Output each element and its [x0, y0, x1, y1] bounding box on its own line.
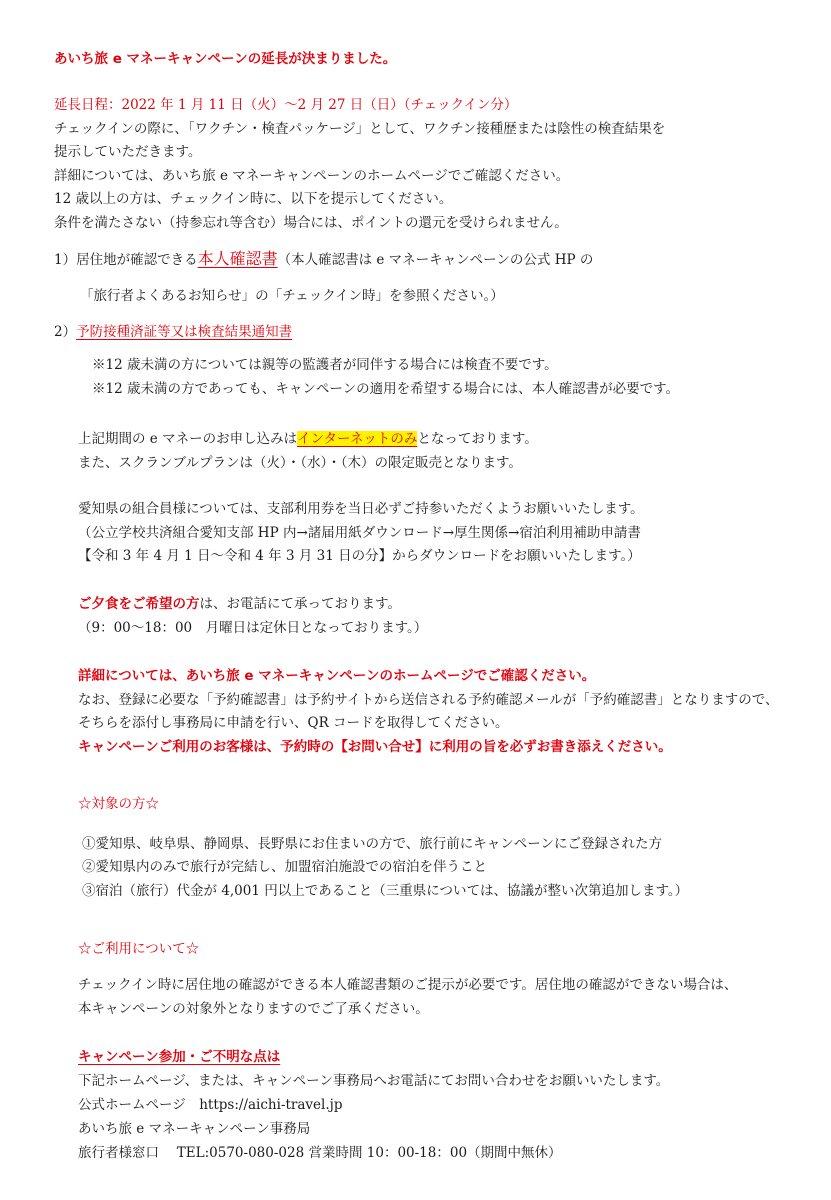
target-item: ②愛知県内のみで旅行が完結し、加盟宿泊施設での宿泊を伴うこと [82, 859, 487, 875]
requirement-2-prefix: 2） [54, 324, 77, 340]
requirement-2 [54, 323, 292, 341]
scramble-plan-line: また、スクランブルプランは（火）・（水）・（木）の限定販売となります。 [78, 455, 522, 471]
usage-heading: ☆ご利用について☆ [78, 941, 200, 957]
requirement-1-prefix: 1）居住地が確認できる [54, 252, 198, 268]
usage-line: 本キャンペーンの対象外となりますのでご了承ください。 [78, 1001, 429, 1017]
dinner-line [78, 595, 401, 613]
union-line: 【令和 3 年 4 月 1 日〜令和 4 年 3 月 31 日の分】からダウンロードをお願いいたします。） [78, 548, 641, 564]
target-heading: ☆対象の方☆ [78, 796, 159, 812]
contact-phone: 旅行者様窓口 TEL:0570-080-028 営業時間 10：00‐18：00（期間中無休） [78, 1145, 562, 1161]
dinner-hours: （9：00〜18：00 月曜日は定休日となっております。） [78, 620, 428, 636]
requirement-1-suffix: （本人確認書は e マネーキャンペーンの公式 HP の [277, 252, 594, 268]
identity-document-label: 本人確認書 [197, 249, 278, 268]
contact-office: あいち旅 e マネーキャンペーン事務局 [78, 1121, 311, 1137]
requirement-2-note: ※12 歳未満の方については親等の監護者が同伴する場合には検査不要です。 [92, 357, 558, 373]
requirement-1 [54, 250, 593, 269]
requirement-1-detail: 「旅行者よくあるお知らせ」の「チェックイン時」を参照ください。） [80, 288, 504, 304]
intro-line: チェックインの際に、「ワクチン・検査パッケージ」として、ワクチン接種歴または陰性の検査結果を [54, 121, 666, 137]
details-line: なお、登録に必要な「予約確認書」は予約サイトから送信される予約確認メールが「予約確認書」となりますので、 [78, 692, 779, 708]
extension-period: 延長日程：2022 年 1 月 11 日（火）〜2 月 27 日（日）（チェックイン分） [54, 97, 518, 113]
usage-line: チェックイン時に居住地の確認ができる本人確認書類のご提示が必要です。居住地の確認ができない場合は、 [78, 977, 738, 993]
intro-line: 12 歳以上の方は、チェックイン時に、以下を提示してください。 [54, 191, 453, 207]
contact-heading: キャンペーン参加・ご不明な点は [78, 1049, 281, 1065]
union-line: 愛知県の組合員様については、支部利用券を当日必ずご持参いただくようお願いいたします。 [78, 501, 644, 517]
internet-prefix: 上記期間の e マネーのお申し込みは [78, 431, 298, 447]
dinner-suffix: は、お電話にて承っております。 [199, 596, 401, 612]
intro-line: 条件を満たさない（持参忘れ等含む）場合には、ポイントの還元を受けられません。 [54, 215, 568, 231]
details-headline: 詳細については、あいち旅 e マネーキャンペーンのホームページでご確認ください。 [78, 668, 596, 684]
requirement-2-note: ※12 歳未満の方であっても、キャンペーンの適用を希望する場合には、本人確認書が必要です。 [92, 381, 679, 397]
internet-suffix: となっております。 [417, 431, 538, 447]
target-item: ①愛知県、岐阜県、静岡県、長野県にお住まいの方で、旅行前にキャンペーンにご登録された方 [82, 836, 662, 852]
doc-title: あいち旅 e マネーキャンペーンの延長が決まりました。 [54, 51, 397, 67]
internet-only-highlight: インターネットのみ [297, 431, 418, 447]
contact-website: 公式ホームページ https://aichi-travel.jp [78, 1097, 343, 1113]
intro-line: 提示していただきます。 [54, 144, 202, 160]
target-item: ③宿泊（旅行）代金が 4,001 円以上であること（三重県については、協議が整い次第追加します。） [82, 883, 689, 899]
dinner-highlight: ご夕食をご希望の方 [78, 596, 200, 612]
details-line: そちらを添付し事務局に申請を行い、QR コードを取得してください。 [78, 715, 509, 731]
union-line: （公立学校共済組合愛知支部 HP 内→諸届用紙ダウンロード→厚生関係→宿泊利用補助申請書 [78, 525, 641, 541]
vaccination-certificate-label: 予防接種済証等又は検査結果通知書 [76, 324, 293, 340]
intro-line: 詳細については、あいち旅 e マネーキャンペーンのホームページでご確認ください。 [54, 168, 570, 184]
contact-line: 下記ホームページ、または、キャンペーン事務局へお電話にてお問い合わせをお願いいたします。 [78, 1073, 670, 1089]
internet-only-line [78, 430, 538, 448]
details-warning: キャンペーンご利用のお客様は、予約時の【お問い合せ】に利用の旨を必ずお書き添えください。 [78, 739, 672, 755]
